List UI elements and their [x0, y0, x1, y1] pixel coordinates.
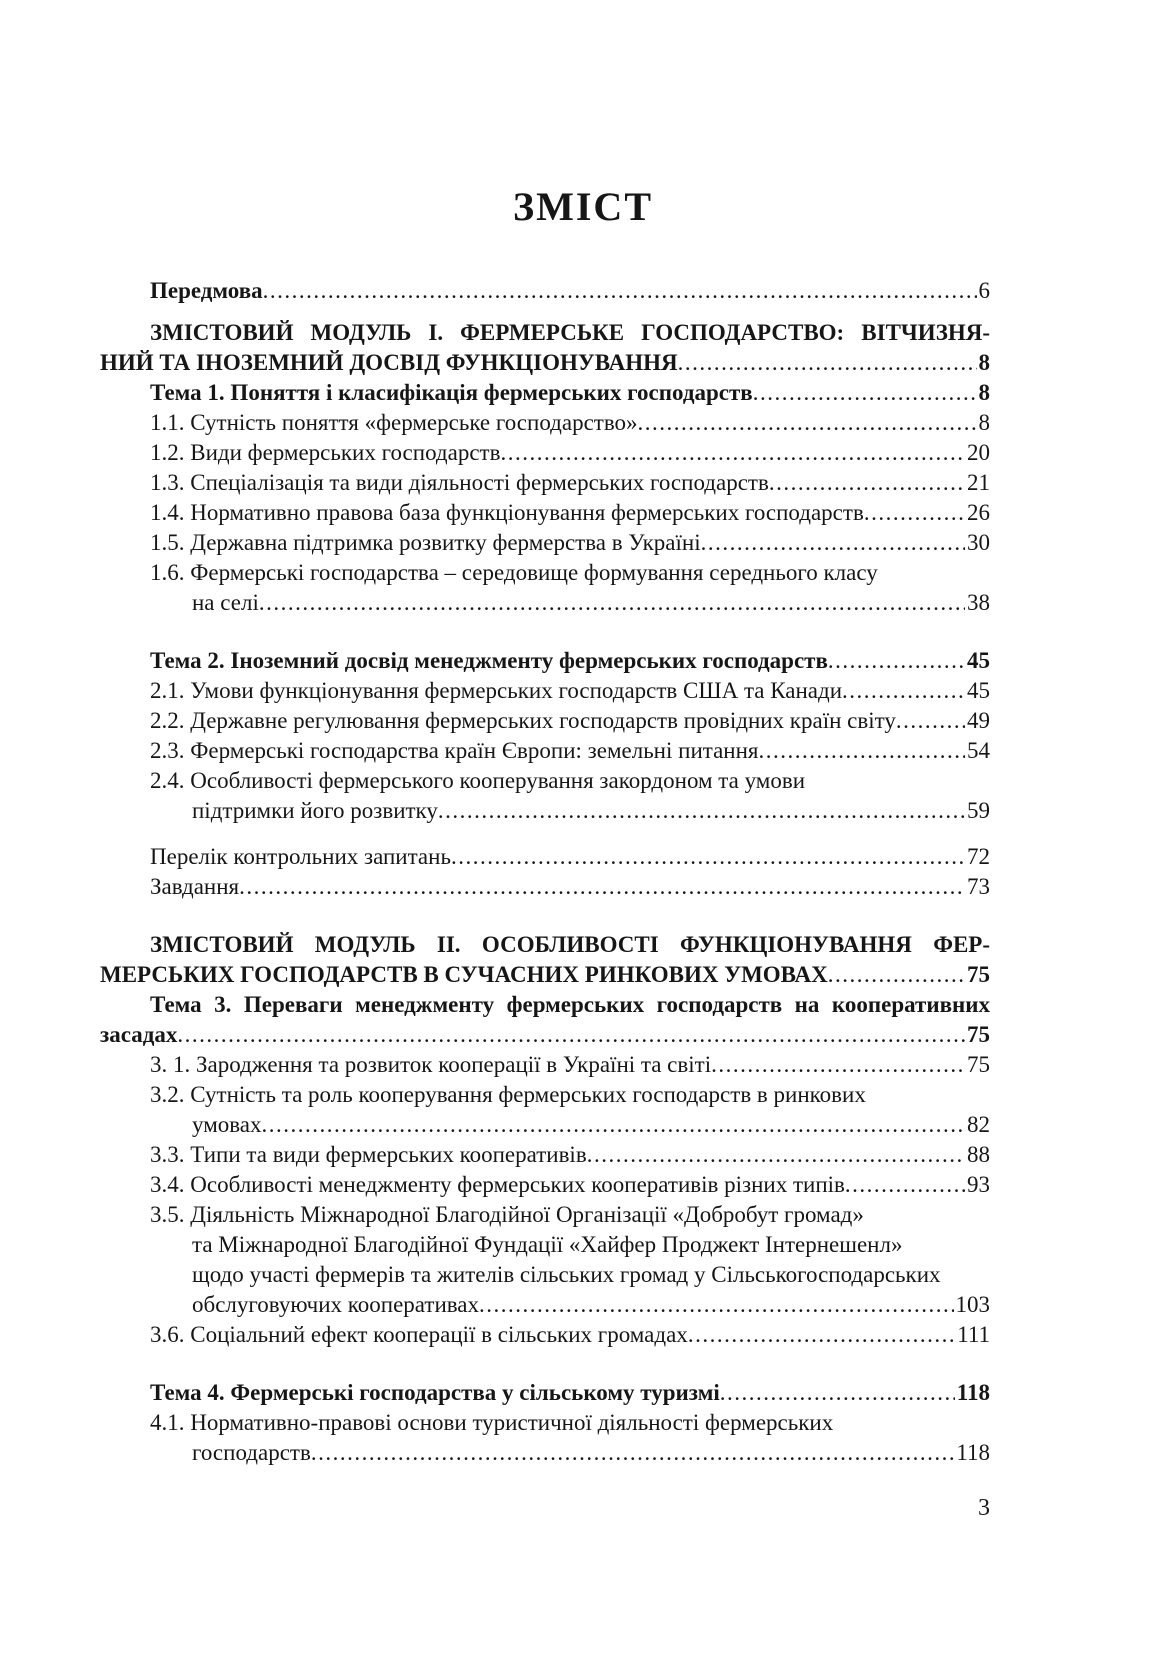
- dot-leader: [259, 588, 965, 618]
- toc-heading: [100, 276, 990, 306]
- toc-entry: [100, 736, 990, 766]
- dot-leader: [638, 408, 977, 438]
- toc-entry: [100, 1200, 990, 1230]
- dot-leader: [678, 348, 977, 378]
- toc-entry-text: 1.4. Нормативно правова база функціонування фермерських господарств: [150, 500, 864, 525]
- dot-leader: [864, 498, 965, 528]
- dot-leader: [311, 1438, 955, 1468]
- toc-entry-text: щодо участі фермерів та жителів сільських громад у Сільськогосподарських: [192, 1262, 941, 1287]
- toc-entry-text: 1.5. Державна підтримка розвитку фермерства в Україні: [150, 530, 701, 555]
- toc-entry-text: ЗМІСТОВИЙ МОДУЛЬ ІІ. ОСОБЛИВОСТІ ФУНКЦІОНУВАННЯ ФЕР-: [150, 932, 990, 957]
- toc-entry-text: 3.3. Типи та види фермерських кооперативів: [150, 1142, 587, 1167]
- toc-entry-page: 75: [967, 1052, 990, 1077]
- toc-heading: [100, 960, 990, 990]
- toc-entry: [100, 438, 990, 468]
- toc-entry-text: підтримки його розвитку: [192, 798, 438, 823]
- dot-leader: [845, 1170, 965, 1200]
- toc-entry: [100, 766, 990, 796]
- dot-leader: [500, 438, 965, 468]
- toc-entry-page: 26: [967, 500, 990, 525]
- toc-entry: [100, 528, 990, 558]
- toc-entry-page: 88: [967, 1142, 990, 1167]
- toc-entry-text: Тема 1. Поняття і класифікація фермерських господарств: [150, 380, 753, 405]
- toc-heading: [100, 930, 990, 960]
- toc-entry: [100, 1050, 990, 1080]
- dot-leader: [688, 1320, 955, 1350]
- toc-entry-text: Тема 2. Іноземний досвід менеджменту фермерських господарств: [150, 648, 828, 673]
- toc-entry-text: 3.5. Діяльність Міжнародної Благодійної Організації «Добробут громад»: [150, 1202, 864, 1227]
- toc-entry-text: 1.3. Спеціалізація та види діяльності фермерських господарств: [150, 470, 769, 495]
- dot-leader: [239, 872, 965, 902]
- toc-entry-page: 111: [957, 1322, 990, 1347]
- toc-entry-text: 4.1. Нормативно-правові основи туристичної діяльності фермерських: [150, 1410, 834, 1435]
- dot-leader: [438, 796, 965, 826]
- toc-entry: [100, 1080, 990, 1110]
- toc-entry-text: 3.6. Соціальний ефект кооперації в сільських громадах: [150, 1322, 688, 1347]
- toc-entry-text: засадах: [100, 1022, 178, 1047]
- toc-heading: [100, 1020, 990, 1050]
- toc-entry-page: 8: [978, 350, 990, 375]
- toc-entry-text: МЕРСЬКИХ ГОСПОДАРСТВ В СУЧАСНИХ РИНКОВИХ УМОВАХ: [100, 962, 828, 987]
- dot-leader: [711, 1050, 965, 1080]
- dot-leader: [177, 1020, 965, 1050]
- toc-entry-page: 6: [978, 278, 990, 303]
- dot-leader: [587, 1140, 965, 1170]
- dot-leader: [828, 646, 965, 676]
- toc-entry-text: НИЙ ТА ІНОЗЕМНИЙ ДОСВІД ФУНКЦІОНУВАННЯ: [100, 350, 678, 375]
- toc-entry-page: 49: [967, 708, 990, 733]
- dot-leader: [720, 1378, 955, 1408]
- toc-entry: [100, 796, 990, 826]
- toc-entry-text: господарств: [192, 1440, 311, 1465]
- page-title: ЗМІСТ: [513, 184, 653, 229]
- toc-entry-text: Перелік контрольних запитань: [150, 844, 451, 869]
- dot-leader: [759, 736, 966, 766]
- toc-entry: [100, 872, 990, 902]
- toc-heading: [100, 378, 990, 408]
- dot-leader: [262, 1110, 965, 1140]
- toc-entry-text: 1.2. Види фермерських господарств: [150, 440, 501, 465]
- toc-entry-text: обслуговуючих кооперативах: [192, 1292, 480, 1317]
- dot-leader: [842, 676, 965, 706]
- dot-leader: [769, 468, 965, 498]
- toc-entry-page: 8: [978, 380, 990, 405]
- toc-entry-page: 75: [967, 1022, 990, 1047]
- toc-entry-page: 118: [956, 1440, 990, 1465]
- toc-entry-page: 30: [967, 530, 990, 555]
- toc-entry-text: на селі: [192, 590, 259, 615]
- toc-entry: [100, 706, 990, 736]
- dot-leader: [828, 960, 965, 990]
- dot-leader: [896, 706, 965, 736]
- toc-entry-page: 59: [967, 798, 990, 823]
- toc-entry: [100, 1408, 990, 1438]
- toc-heading: [100, 318, 990, 348]
- toc-entry-page: 54: [967, 738, 990, 763]
- toc-entry-page: 21: [967, 470, 990, 495]
- toc-entry-text: 2.1. Умови функціонування фермерських господарств США та Канади: [150, 678, 843, 703]
- toc-entry-text: 3.4. Особливості менеджменту фермерських кооперативів різних типів: [150, 1172, 845, 1197]
- toc-entry: [100, 1320, 990, 1350]
- toc-entry-page: 72: [967, 844, 990, 869]
- toc-entry-page: 103: [955, 1292, 990, 1317]
- toc-heading: [100, 990, 990, 1020]
- toc-entry: [100, 498, 990, 528]
- toc-heading: [100, 646, 990, 676]
- toc-entry: [100, 676, 990, 706]
- toc-entry-page: 73: [967, 874, 990, 899]
- dot-leader: [701, 528, 965, 558]
- toc-entry-text: 1.1. Сутність поняття «фермерське господарство»: [150, 410, 638, 435]
- toc-entry-text: Передмова: [150, 278, 263, 303]
- toc-entry-text: ЗМІСТОВИЙ МОДУЛЬ І. ФЕРМЕРСЬКЕ ГОСПОДАРСТВО: ВІТЧИЗНЯ-: [150, 320, 990, 345]
- toc-entry: [100, 1110, 990, 1140]
- toc-entry: [100, 1170, 990, 1200]
- dot-leader: [451, 842, 965, 872]
- toc-heading: [100, 1378, 990, 1408]
- toc-entry-text: Тема 3. Переваги менеджменту фермерських господарств на кооперативних: [150, 992, 990, 1017]
- toc-entry-page: 118: [956, 1380, 990, 1405]
- toc-entry-text: 3.2. Сутність та роль кооперування фермерських господарств в ринкових: [150, 1082, 866, 1107]
- toc-entry-text: Завдання: [150, 874, 240, 899]
- dot-leader: [753, 378, 977, 408]
- toc-entry-page: 45: [967, 678, 990, 703]
- toc-entry-page: 8: [978, 410, 990, 435]
- toc-entry: [100, 588, 990, 618]
- toc-entry: [100, 1140, 990, 1170]
- toc-entry: [100, 842, 990, 872]
- toc-entry: [100, 1438, 990, 1468]
- toc-entry: [100, 468, 990, 498]
- toc-entry-page: 38: [967, 590, 990, 615]
- toc-entry-page: 75: [967, 962, 990, 987]
- toc-entry-page: 93: [967, 1172, 990, 1197]
- toc-entry: [100, 1260, 990, 1290]
- toc-entry-text: 2.2. Державне регулювання фермерських господарств провідних країн світу: [150, 708, 896, 733]
- toc-heading: [100, 348, 990, 378]
- toc-entry: [100, 1290, 990, 1320]
- toc-entry-text: 1.6. Фермерські господарства – середовище формування середнього класу: [150, 560, 878, 585]
- page-number: 3: [978, 1495, 990, 1521]
- toc-entry-page: 20: [967, 440, 990, 465]
- toc-entry-page: 82: [967, 1112, 990, 1137]
- toc-entry: [100, 408, 990, 438]
- toc-entry-text: Тема 4. Фермерські господарства у сільському туризмі: [150, 1380, 720, 1405]
- toc-entry: [100, 558, 990, 588]
- toc-entry-text: 2.3. Фермерські господарства країн Європи: земельні питання: [150, 738, 759, 763]
- dot-leader: [263, 276, 977, 306]
- toc-entry-text: 2.4. Особливості фермерського кооперування закордоном та умови: [150, 768, 806, 793]
- toc-entry: [100, 1230, 990, 1260]
- toc-entry-text: та Міжнародної Благодійної Фундації «Хайфер Проджект Інтернешенл»: [192, 1232, 903, 1257]
- dot-leader: [479, 1290, 953, 1320]
- toc: [100, 276, 990, 1468]
- toc-entry-page: 45: [967, 648, 990, 673]
- toc-entry-text: умовах: [192, 1112, 262, 1137]
- toc-entry-text: 3. 1. Зародження та розвиток кооперації в Україні та світі: [150, 1052, 712, 1077]
